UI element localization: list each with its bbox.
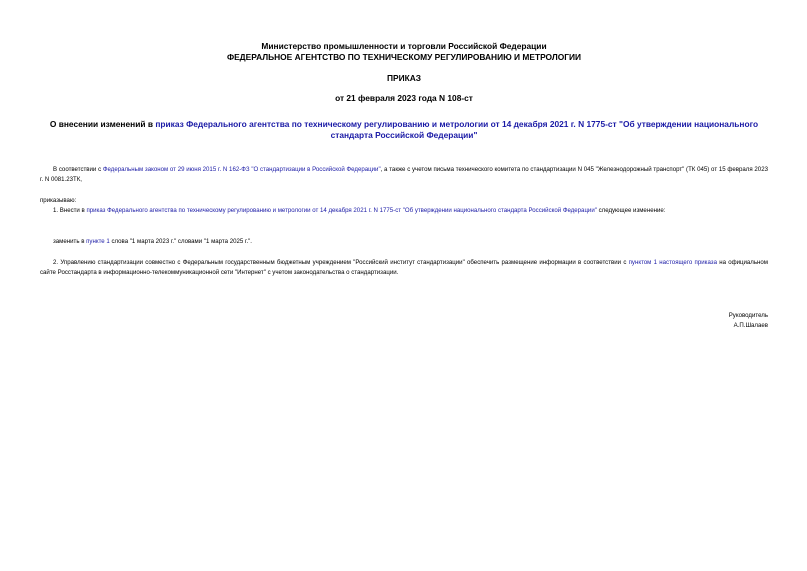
title-prefix: О внесении изменений в [49,119,156,129]
replacement-paragraph [40,237,768,247]
agency-name: ФЕДЕРАЛЬНОЕ АГЕНТСТВО ПО ТЕХНИЧЕСКОМУ РЕГУЛИРОВАНИЮ И МЕТРОЛОГИИ [226,52,582,62]
amended-order-link[interactable]: приказ Федерального агентства по техническому регулированию и метрологии от 14 декабря 2021 г. N 1775-ст "Об утверждении национального стандарта Российской Федерации" [86,207,597,214]
point-1-order-link[interactable]: пунктом 1 настоящего приказа [628,259,717,266]
replacement-suffix: слова "1 марта 2023 г." словами "1 марта 2025 г.". [109,238,252,245]
basis-prefix: В соответствии с [53,166,103,173]
signatory-name: А.П.Шалаев [733,322,768,329]
basis-suffix: , а также с учетом письма технического комитета по стандартизации N 045 "Железнодорожный транспорт" (ТК 045) от 15 февраля 2023 г. N 0081.23ТК, [40,166,768,183]
signatory-role: Руководитель [728,312,768,319]
order-word-paragraph: приказываю: [40,197,77,204]
item-1-suffix: следующее изменение: [596,207,666,214]
item-1-prefix: 1. Внести в [53,207,87,214]
item-2-prefix: 2. Управлению стандартизации совместно с Федеральным государственным бюджетным учреждением "Российский институт стандартизации" обеспечить размещение информации в соответствии с [53,259,629,266]
document-title [40,119,768,141]
order-date: от 21 февраля 2023 года N 108-ст [335,93,473,103]
ministry-name: Министерство промышленности и торговли Российской Федерации [261,41,547,51]
title-order-link[interactable]: приказ Федерального агентства по техническому регулированию и метрологии от 14 декабря 2021 г. N 1775-ст "Об утверждении национального стандарта Российской Федерации" [155,119,759,140]
basis-paragraph [40,165,768,185]
replacement-prefix: заменить в [53,238,87,245]
item-2-paragraph [40,258,768,278]
point-1-link[interactable]: пункте 1 [86,238,110,245]
federal-law-link[interactable]: Федеральным законом от 29 июня 2015 г. N 162-ФЗ "О стандартизации в Российской Федерации" [102,166,381,173]
order-heading: ПРИКАЗ [386,73,422,83]
signature-block [729,311,768,331]
item-1-paragraph [40,206,768,216]
item-2-suffix: на официальном сайте Росстандарта в информационно-телекоммуникационной сети "Интернет" с учетом законодательства о стандартизации. [40,259,768,276]
